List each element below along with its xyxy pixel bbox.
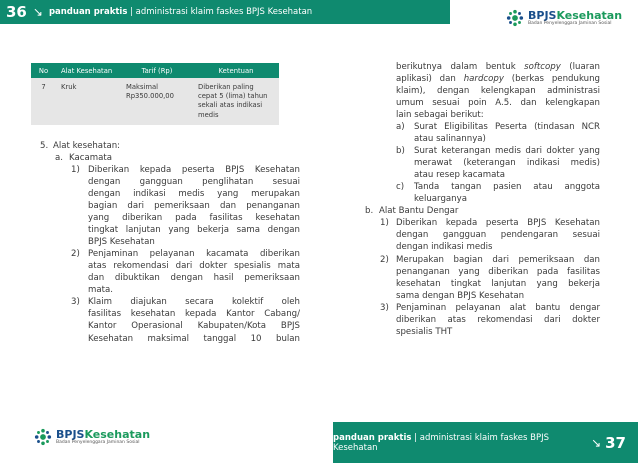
- table-header-row: [31, 63, 279, 78]
- item-b: b. Alat Bantu Dengar: [365, 205, 600, 217]
- bpjs-logo-icon: [34, 428, 52, 446]
- equipment-table: [31, 63, 279, 125]
- bpjs-logo-icon: [506, 9, 524, 27]
- item-b3: 3) Penjaminan pelayanan alat bantu dengar diberikan atas rekomendasi dari dokter spesialis THT: [380, 302, 600, 337]
- col-header-ketentuan: Ketentuan: [193, 63, 279, 78]
- page-number-right: 37: [605, 433, 626, 452]
- requirement-a: a) Surat Eligibilitas Peserta (tindasan NCR atau salinannya): [396, 122, 600, 145]
- logo-brand: BPJSKesehatan: [528, 8, 623, 22]
- col-header-tarif: Tarif (Rp): [121, 63, 193, 78]
- cell-no: 7: [31, 78, 56, 125]
- cell-tarif: Maksimal Rp350.000,00: [121, 78, 193, 125]
- item-5-title: Alat kesehatan:: [53, 141, 121, 151]
- footer-title-bold: panduan praktis: [333, 432, 412, 443]
- footer-title-rest: | administrasi klaim faskes BPJS Kesehatan: [333, 432, 549, 453]
- item-a3-text: Klaim diajukan secara kolektif oleh fasilitas kesehatan kepada Kantor Cabang/ Kantor Operasional Kabupaten/Kota BPJS Kesehatan maksimal tanggal 10 bulan: [88, 297, 300, 344]
- page-number-left: 36: [6, 3, 27, 21]
- left-column: [40, 140, 300, 345]
- item-a-title: Kacamata: [69, 153, 113, 164]
- cell-alat: Kruk: [56, 78, 121, 125]
- item-a2: 2) Penjaminan pelayanan kacamata diberikan atas rekomendasi dari dokter spesialis mata dan dibuktikan dengan hasil pemeriksaan mata.: [71, 249, 300, 296]
- header-title: [49, 7, 312, 17]
- arrow-down-right-icon: ↘: [32, 5, 43, 19]
- bpjs-logo-bottom: [34, 428, 150, 446]
- requirement-c: c) Tanda tangan pasien atau anggota keluarganya: [396, 182, 600, 205]
- right-column: [365, 61, 601, 338]
- requirement-b: b) Surat keterangan medis dari dokter yang merawat (keterangan indikasi medis) atau resep kacamata: [396, 146, 600, 181]
- item-a1-text: Diberikan kepada peserta BPJS Kesehatan dengan gangguan penglihatan sesuai dengan indikasi medis yang merupakan bagian dari pemeriksaan dan penanganan yang diberikan pada fasilitas kesehatan tingkat lanjutan yang bekerja sama dengan BPJS Kesehatan: [88, 165, 300, 248]
- item-a: a. Kacamata: [40, 152, 300, 164]
- logo-brand: BPJSKesehatan: [56, 427, 151, 441]
- page-header: [0, 0, 450, 24]
- header-title-rest: | administrasi klaim faskes BPJS Kesehatan: [127, 7, 313, 17]
- table-row: [31, 78, 279, 125]
- a3-continuation: berikutnya dalam bentuk softcopy (luaran aplikasi) dan hardcopy (berkas pendukung klaim), dengan kelengkapan administrasi umum sesuai poin A.5. dan kelengkapan lain sebagai berikut:: [396, 62, 601, 121]
- item-a2-text: Penjaminan pelayanan kacamata diberikan atas rekomendasi dari dokter spesialis mata dan dibuktikan dengan hasil pemeriksaan mata.: [88, 249, 300, 296]
- item-b1: 1) Diberikan kepada peserta BPJS Kesehatan dengan gangguan pendengaran sesuai dengan indikasi medis: [380, 218, 600, 253]
- footer-title: [333, 433, 585, 453]
- col-header-alat: Alat Kesehatan: [56, 63, 121, 78]
- bpjs-logo-top: [506, 9, 622, 27]
- item-a3: 3) Klaim diajukan secara kolektif oleh fasilitas kesehatan kepada Kantor Cabang/ Kantor Operasional Kabupaten/Kota BPJS Kesehatan maksimal tanggal 10 bulan: [71, 297, 300, 344]
- item-b2: 2) Merupakan bagian dari pemeriksaan dan penanganan yang diberikan pada fasilitas kesehatan tingkat lanjutan yang bekerja sama dengan BPJS Kesehatan: [380, 254, 600, 301]
- page-footer: [333, 422, 638, 463]
- cell-ketentuan: Diberikan paling cepat 5 (lima) tahun sekali atas indikasi medis: [193, 78, 279, 125]
- item-b-title: Alat Bantu Dengar: [379, 206, 459, 217]
- logo-subtitle: Badan Penyelenggara Jaminan Sosial: [528, 20, 612, 26]
- header-title-bold: panduan praktis: [48, 7, 128, 17]
- item-5: 5. Alat kesehatan:: [40, 140, 300, 152]
- col-header-no: No: [31, 63, 56, 78]
- arrow-down-right-icon: ↘: [591, 435, 602, 450]
- logo-subtitle: Badan Penyelenggara Jaminan Sosial: [56, 439, 140, 445]
- item-a1: 1) Diberikan kepada peserta BPJS Kesehatan dengan gangguan penglihatan sesuai dengan indikasi medis yang merupakan bagian dari pemeriksaan dan penanganan yang diberikan pada fasilitas kesehatan tingkat lanjutan yang bekerja sama dengan BPJS Kesehatan: [71, 165, 300, 248]
